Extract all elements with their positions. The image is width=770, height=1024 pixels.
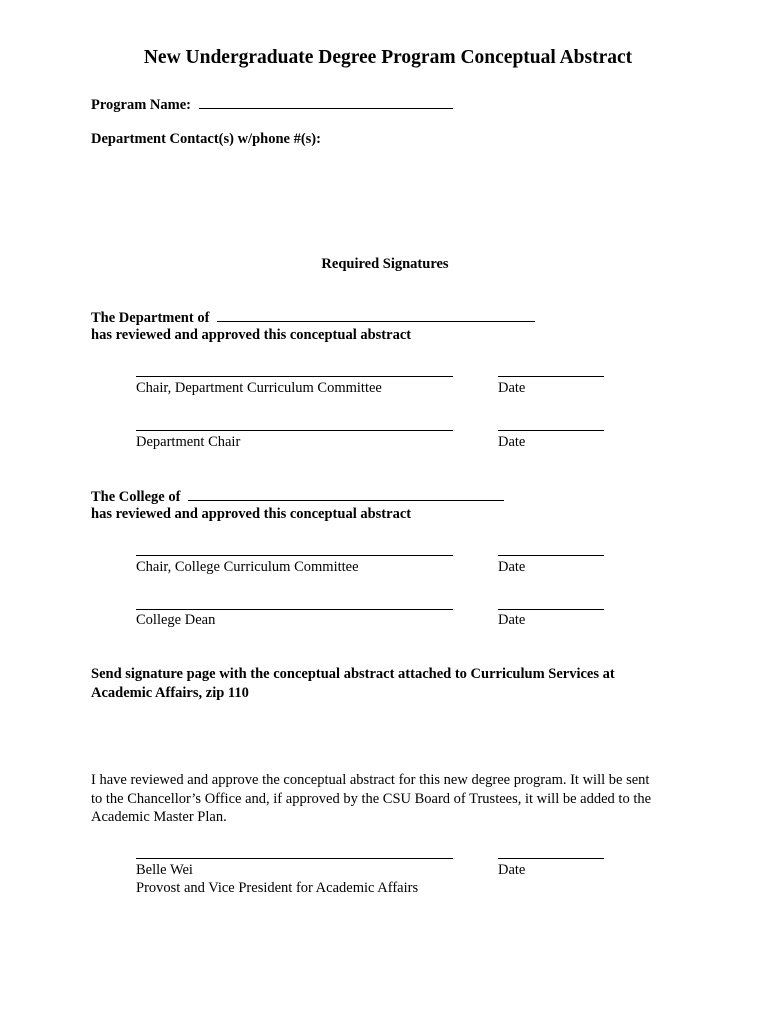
college-curriculum-chair-label: Chair, College Curriculum Committee <box>136 559 359 575</box>
department-curriculum-chair-label: Chair, Department Curriculum Committee <box>136 380 382 396</box>
department-of-row <box>91 307 535 328</box>
provost-statement-line-3: Academic Master Plan. <box>91 809 227 825</box>
page-title: New Undergraduate Degree Program Conceptual Abstract <box>143 47 633 68</box>
department-approval-text: has reviewed and approved this conceptual abstract <box>91 327 412 343</box>
department-curriculum-chair-date-label: Date <box>498 380 526 396</box>
college-curriculum-chair-date-label: Date <box>498 559 526 575</box>
department-chair-date-label: Date <box>498 434 526 450</box>
program-name-row <box>91 94 453 115</box>
program-name-field[interactable] <box>199 94 453 109</box>
college-curriculum-chair-date-line[interactable] <box>498 555 604 556</box>
department-chair-date-line[interactable] <box>498 430 604 431</box>
provost-date-line[interactable] <box>498 858 604 859</box>
provost-statement-line-2: to the Chancellor’s Office and, if approved by the CSU Board of Trustees, it will be added to the <box>91 791 652 807</box>
provost-signature-line[interactable] <box>136 858 453 859</box>
send-instruction-line-2: Academic Affairs, zip 110 <box>91 685 249 701</box>
college-dean-date-label: Date <box>498 612 526 628</box>
provost-statement-line-1: I have reviewed and approve the conceptual abstract for this new degree program. It will be sent <box>91 772 650 788</box>
required-signatures-heading: Required Signatures <box>321 256 449 272</box>
program-name-label: Program Name: <box>91 97 191 113</box>
provost-title: Provost and Vice President for Academic Affairs <box>136 880 419 896</box>
department-contacts-label: Department Contact(s) w/phone #(s): <box>91 131 321 147</box>
college-approval-text: has reviewed and approved this conceptual abstract <box>91 506 412 522</box>
college-dean-label: College Dean <box>136 612 216 628</box>
college-of-label: The College of <box>91 489 181 505</box>
provost-name: Belle Wei <box>136 862 193 878</box>
provost-date-label: Date <box>498 862 526 878</box>
college-dean-date-line[interactable] <box>498 609 604 610</box>
college-of-field[interactable] <box>188 486 504 501</box>
college-dean-signature-line[interactable] <box>136 609 453 610</box>
department-chair-signature-line[interactable] <box>136 430 453 431</box>
department-curriculum-chair-signature-line[interactable] <box>136 376 453 377</box>
department-contacts-field[interactable] <box>91 152 681 242</box>
department-chair-label: Department Chair <box>136 434 241 450</box>
college-curriculum-chair-signature-line[interactable] <box>136 555 453 556</box>
college-of-row <box>91 486 504 507</box>
department-of-label: The Department of <box>91 310 210 326</box>
send-instruction-line-1: Send signature page with the conceptual abstract attached to Curriculum Services at <box>91 666 615 682</box>
department-of-field[interactable] <box>217 307 535 322</box>
department-curriculum-chair-date-line[interactable] <box>498 376 604 377</box>
